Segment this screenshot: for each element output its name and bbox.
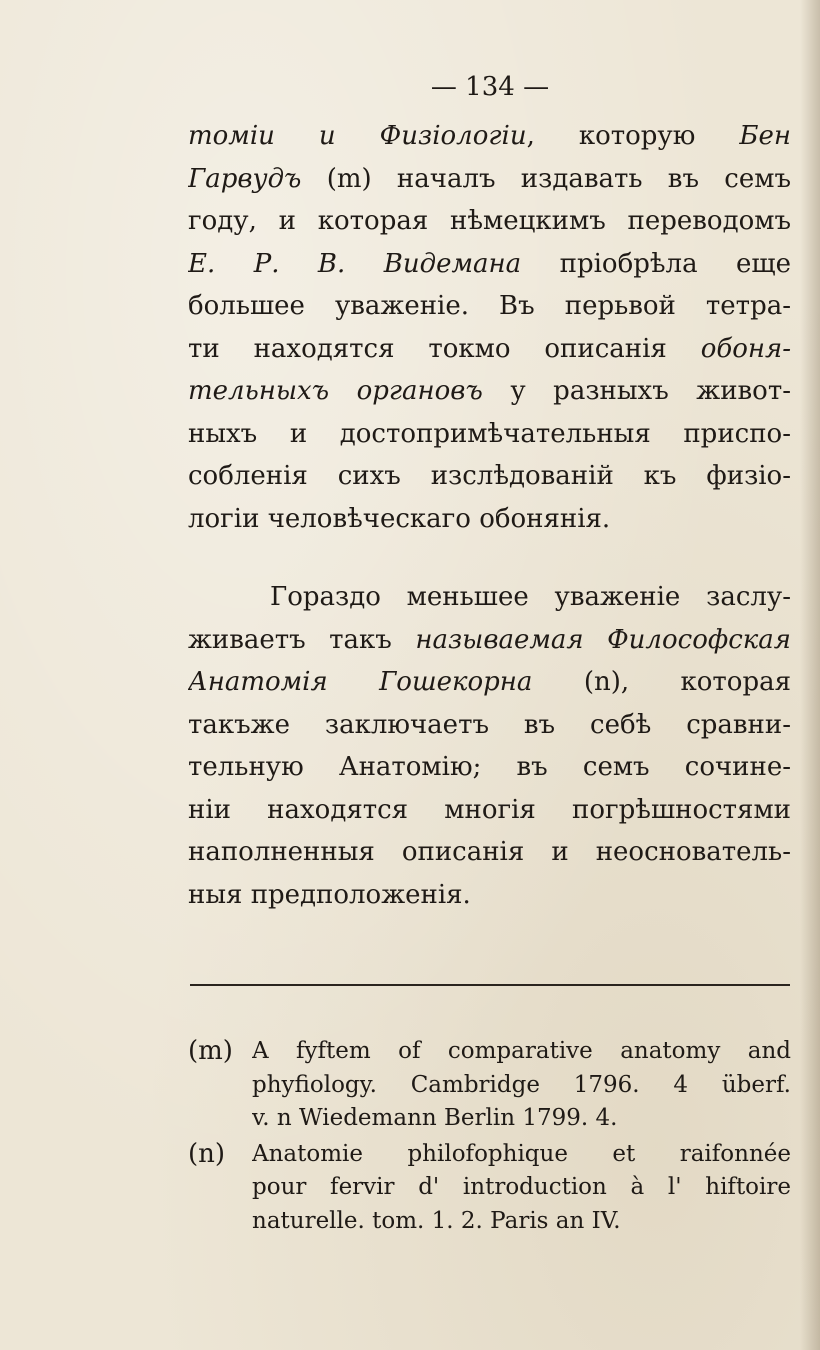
text-line: [188, 576, 791, 619]
text-span: пріобрѣла еще: [521, 248, 791, 279]
text-span-italic: тельныхъ органовъ: [188, 376, 483, 406]
text-line: [188, 831, 791, 874]
text-line: [188, 243, 791, 286]
text-span: (n), которая: [532, 667, 791, 697]
footnote-n: [188, 1138, 791, 1239]
text-span-italic: Гарвудъ: [188, 163, 302, 194]
text-line: [188, 158, 791, 201]
text-line: [188, 498, 791, 541]
text-line: [188, 704, 791, 747]
footnote-divider: [190, 984, 790, 986]
text-span: логіи человѣческаго обонянія.: [188, 503, 611, 534]
paragraph-1: [188, 115, 791, 540]
footnote-line: v. n Wiedemann Berlin 1799. 4.: [252, 1105, 618, 1131]
text-line: [188, 370, 791, 413]
text-span-italic: Е. Р. В. Видемана: [188, 248, 522, 279]
footnotes: [188, 1035, 791, 1240]
page-number: — 134 —: [430, 72, 550, 102]
text-span-italic: Анатомія Гошекорна: [188, 667, 533, 697]
text-line: [188, 789, 791, 832]
footnote-body: [252, 1035, 791, 1136]
text-span: , которую: [526, 121, 740, 151]
footnote-line: pour fervir d' introduction à l' hiftoire: [252, 1174, 791, 1200]
text-span: живаетъ такъ: [188, 624, 416, 655]
text-line: [188, 285, 791, 328]
footnote-m: [188, 1035, 791, 1136]
text-span-italic: называемая Философская: [415, 624, 791, 655]
text-line: [188, 874, 791, 917]
text-span: у разныхъ живот-: [482, 376, 791, 406]
footnote-line: naturelle. tom. 1. 2. Paris an IV.: [252, 1207, 621, 1234]
text-span: большее уваженіе. Въ перьвой тетра-: [188, 291, 791, 321]
text-line: [188, 328, 791, 371]
paragraph-2: [188, 576, 791, 916]
footnote-line: phyfiology. Cambridge 1796. 4 überf.: [252, 1071, 791, 1098]
footnote-line: A fyftem of comparative anatomy and: [252, 1038, 791, 1064]
text-line: [188, 619, 791, 662]
text-line: [188, 115, 791, 158]
text-span: году, и которая нѣмецкимъ переводомъ: [188, 206, 791, 236]
text-line: [188, 455, 791, 498]
text-line: [188, 413, 791, 456]
text-span: тельную Анатомію; въ семъ сочине-: [188, 752, 791, 782]
footnote-mark: (m): [188, 1036, 233, 1066]
text-span: ти находятся токмо описанія: [188, 333, 701, 364]
text-span: ныхъ и достопримѣчательныя приспо-: [188, 418, 791, 449]
text-line: [188, 200, 791, 243]
text-span-italic: Бен: [739, 121, 791, 151]
text-span: наполненныя описанія и неоснователь-: [188, 837, 791, 867]
text-span: ныя предположенія.: [188, 879, 471, 910]
text-line: [188, 661, 791, 704]
text-span: (m) началъ издавать въ семъ: [301, 163, 791, 194]
footnote-mark: (n): [188, 1138, 226, 1169]
page-edge-shadow: [800, 0, 820, 1350]
text-span: ніи находятся многія погрѣшностями: [188, 794, 791, 825]
text-span: Гораздо меньшее уваженіе заслу-: [270, 582, 791, 612]
text-span: такъже заключаетъ въ себѣ сравни-: [188, 709, 791, 740]
footnote-line: Anatomie philofophique et raifonnée: [252, 1140, 791, 1167]
text-span-italic: томіи и Физіологіи: [188, 121, 527, 151]
text-span-italic: обоня-: [700, 333, 791, 364]
text-span: собленія сихъ изслѣдованій къ физіо-: [188, 461, 791, 491]
text-line: [188, 746, 791, 789]
footnote-body: [252, 1138, 791, 1239]
